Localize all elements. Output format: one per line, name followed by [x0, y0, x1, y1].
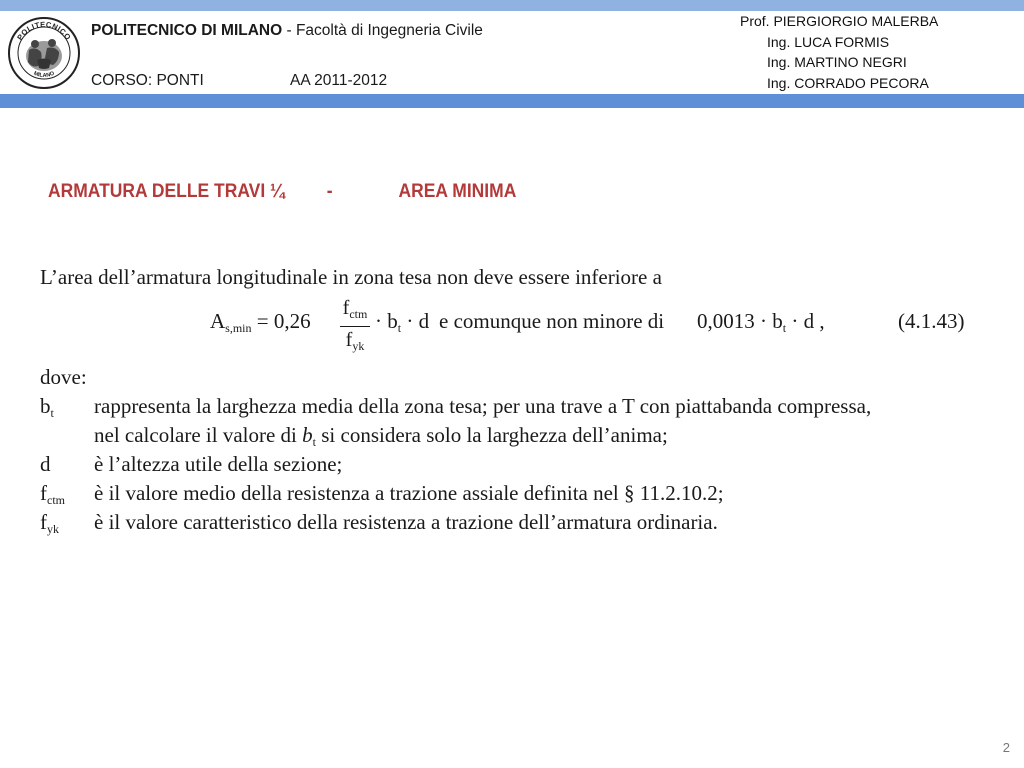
slide-title	[48, 181, 517, 203]
staff-assistant: Ing. CORRADO PECORA	[767, 74, 929, 91]
header-top-band	[0, 0, 1024, 11]
staff-professor: Prof. PIERGIORGIO MALERBA	[740, 13, 939, 29]
staff-assistant: Ing. LUCA FORMIS	[767, 33, 890, 50]
course-label: CORSO: PONTI	[91, 72, 204, 89]
academic-year: AA 2011-2012	[290, 72, 388, 89]
definition-text: è il valore medio della resistenza a trazione assiale definita nel § 11.2.10.2;	[94, 481, 724, 505]
definition-text: è il valore caratteristico della resistenza a trazione dell’armatura ordinaria.	[94, 510, 718, 534]
header-bottom-band	[0, 94, 1024, 108]
intro-paragraph: L’area dell’armatura longitudinale in zona tesa non deve essere inferiore a	[40, 265, 662, 289]
definition-row	[40, 450, 343, 479]
definition-symbol: $f_{yk}$	[40, 510, 59, 536]
formula-alternative: $0,0013 \cdot b_t \cdot d$ ,	[697, 309, 825, 335]
formula-equation-number: (4.1.43)	[898, 309, 965, 333]
university-name: POLITECNICO DI MILANO	[91, 22, 283, 39]
svg-text:MILANO: MILANO	[32, 70, 56, 79]
slide-title-main: ARMATURA DELLE TRAVI ¼	[48, 181, 285, 202]
politecnico-seal-logo	[7, 16, 81, 90]
fraction-bar	[340, 326, 370, 327]
formula-4-1-43	[210, 296, 980, 354]
svg-text:POLITECNICO: POLITECNICO	[15, 19, 73, 42]
definitions-list	[40, 363, 872, 537]
definition-text: rappresenta la larghezza media della zona tesa; per una trave a T con piattabanda compressa,	[94, 394, 872, 418]
formula-connector: e comunque non minore di	[439, 309, 665, 333]
slide-title-dash: -	[326, 181, 333, 202]
definition-row	[40, 508, 718, 537]
definition-row	[40, 392, 872, 421]
definition-symbol: $f_{ctm}$	[40, 481, 65, 507]
where-label: dove:	[40, 365, 87, 389]
definition-symbol: d	[40, 452, 51, 476]
definition-symbol: $b_t$	[40, 394, 54, 420]
definition-text: nel calcolare il valore di $b_t$ si considera solo la larghezza dell’anima;	[94, 423, 668, 449]
slide-title-sub: AREA MINIMA	[398, 181, 517, 202]
formula-fraction	[340, 298, 370, 356]
fraction-denominator: $f_{yk}$	[345, 329, 365, 354]
formula-product: · $b_t \cdot d$	[375, 309, 430, 335]
faculty-name: - Facoltà di Ingegneria Civile	[282, 22, 483, 39]
formula-lhs: $A_{s,min} = 0,26$	[210, 309, 311, 335]
staff-list	[740, 11, 938, 93]
fraction-numerator: $f_{ctm}$	[342, 297, 368, 321]
definition-text: è l’altezza utile della sezione;	[94, 452, 343, 476]
definition-row	[40, 479, 724, 508]
definition-row	[40, 421, 668, 450]
university-heading	[91, 22, 483, 40]
page-number: 2	[1002, 740, 1010, 755]
staff-assistant: Ing. MARTINO NEGRI	[767, 54, 907, 70]
